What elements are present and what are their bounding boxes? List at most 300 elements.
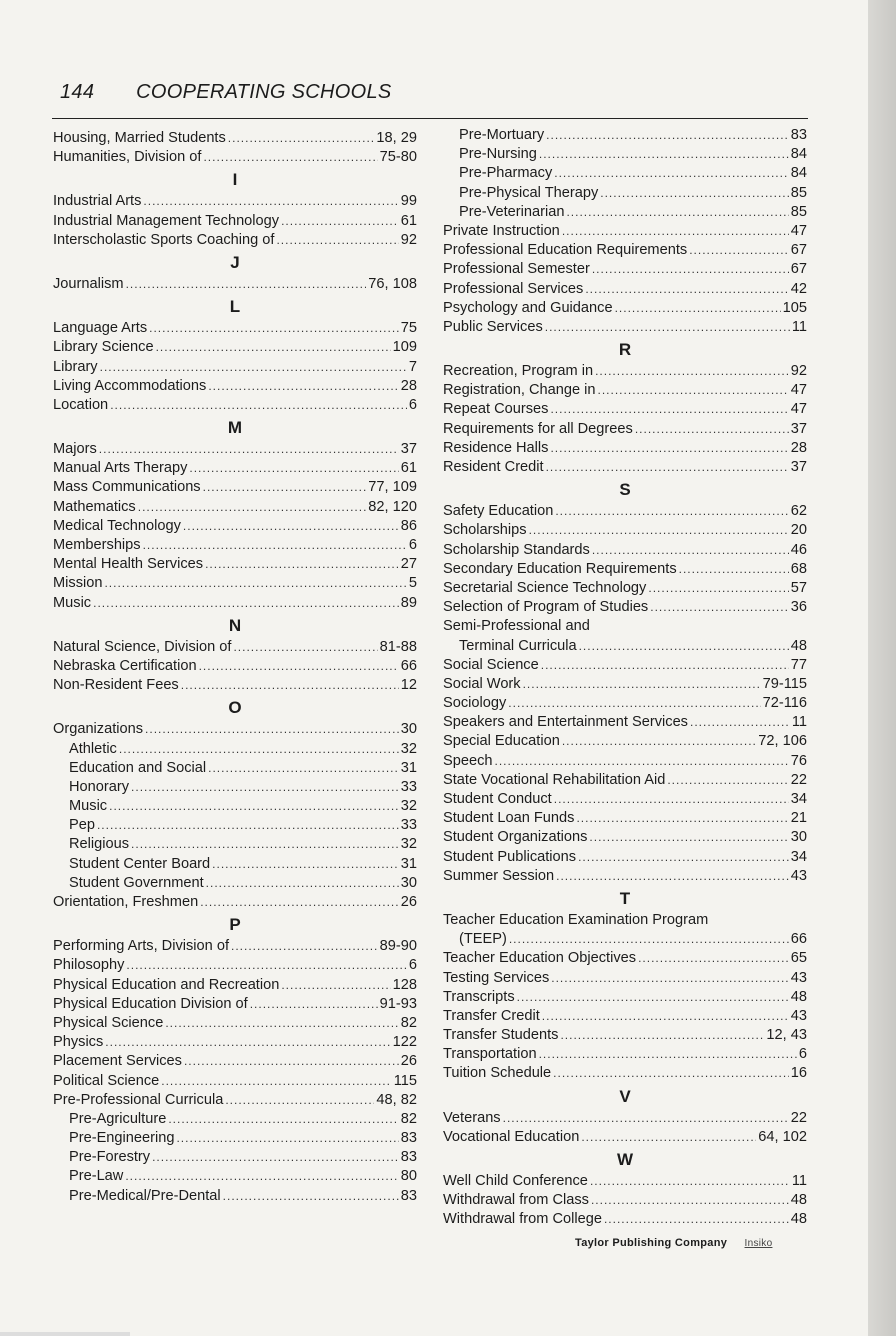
dot-leader	[550, 400, 788, 419]
index-entry	[443, 1172, 807, 1191]
entry-label: Withdrawal from College	[443, 1211, 602, 1228]
entry-pages: 83	[400, 1149, 417, 1166]
index-entry	[443, 790, 807, 809]
index-entry	[443, 694, 807, 713]
entry-label: Pre-Veterinarian	[459, 203, 565, 220]
entry-label: Professional Services	[443, 280, 584, 297]
entry-pages: 48	[790, 637, 807, 654]
index-entry	[443, 541, 807, 560]
dot-leader	[181, 676, 399, 695]
entry-pages: 83	[790, 127, 807, 143]
entry-pages: 37	[790, 459, 807, 475]
index-entry	[53, 720, 417, 739]
index-entry	[53, 937, 417, 956]
entry-label: Resident Credit	[443, 459, 544, 475]
entry-label: Selection of Program of Studies	[443, 599, 649, 616]
dot-leader	[556, 867, 789, 886]
index-subentry	[53, 835, 417, 854]
entry-pages: 67	[790, 242, 807, 259]
dot-leader	[99, 440, 399, 459]
dot-leader	[615, 299, 781, 318]
entry-label: Tuition Schedule	[443, 1065, 552, 1082]
dot-leader	[276, 231, 398, 250]
index-entry	[53, 377, 417, 396]
entry-label: Pre-Engineering	[69, 1130, 175, 1147]
entry-pages: 65	[790, 950, 807, 967]
index-entry	[53, 192, 417, 211]
index-entry	[443, 1045, 807, 1064]
dot-leader	[495, 752, 789, 771]
index-entry	[443, 1128, 807, 1147]
index-entry	[443, 637, 807, 656]
entry-pages: 12	[400, 677, 417, 694]
entry-pages: 89-90	[379, 938, 417, 955]
index-letter-heading: P	[229, 915, 241, 935]
entry-label: Repeat Courses	[443, 401, 549, 418]
dot-leader	[539, 1045, 797, 1064]
dot-leader	[281, 976, 390, 995]
entry-pages: 11	[791, 1173, 807, 1189]
entry-pages: 32	[400, 740, 417, 757]
index-letter-heading: T	[619, 888, 631, 908]
entry-label: Medical Technology	[53, 517, 181, 534]
dot-leader	[228, 129, 375, 148]
dot-leader	[126, 956, 406, 975]
index-entry	[443, 260, 807, 279]
entry-label: Performing Arts, Division of	[53, 938, 229, 955]
index-subentry	[53, 1110, 417, 1129]
index-entry	[443, 1026, 807, 1045]
dot-leader	[184, 1052, 399, 1071]
index-entry	[53, 459, 417, 478]
dot-leader	[592, 541, 789, 560]
entry-label: Interscholastic Sports Coaching of	[53, 231, 275, 248]
index-entry	[53, 1014, 417, 1033]
dot-leader	[176, 1129, 398, 1148]
entry-pages: 72, 106	[758, 733, 807, 750]
entry-label: Student Conduct	[443, 791, 552, 807]
entry-pages: 32	[400, 798, 417, 815]
entry-pages: 105	[782, 299, 807, 316]
entry-label: Mission	[53, 575, 103, 592]
entry-pages: 47	[790, 222, 807, 239]
entry-label: Journalism	[53, 275, 124, 292]
dot-leader	[152, 1148, 399, 1167]
dot-leader	[165, 1014, 398, 1033]
index-entry	[53, 657, 417, 676]
entry-pages: 6	[798, 1046, 807, 1063]
index-entry	[443, 675, 807, 694]
entry-label: Music	[53, 594, 92, 611]
dot-leader	[250, 995, 378, 1014]
index-entry	[53, 338, 417, 357]
index-entry	[53, 555, 417, 574]
dot-leader	[546, 126, 789, 145]
entry-label: Recreation, Program in	[443, 363, 594, 380]
entry-label: Pre-Agriculture	[69, 1110, 167, 1127]
entry-label: Student Center Board	[69, 855, 211, 872]
index-entry	[53, 638, 417, 657]
dot-leader	[199, 657, 399, 676]
index-entry	[53, 275, 417, 294]
dot-leader	[143, 192, 398, 211]
index-entry	[443, 241, 807, 260]
entry-label: Mental Health Services	[53, 556, 204, 573]
entry-pages: 83	[400, 1130, 417, 1147]
index-entry	[53, 676, 417, 695]
index-entry	[443, 1109, 807, 1128]
index-subentry	[53, 1129, 417, 1148]
entry-pages: 64, 102	[758, 1128, 807, 1145]
entry-label: Transportation	[443, 1046, 537, 1063]
entry-pages: 26	[400, 894, 417, 910]
entry-pages: 61	[400, 460, 417, 477]
entry-label: Pre-Mortuary	[459, 127, 545, 143]
dot-leader	[131, 778, 399, 797]
dot-leader	[542, 1007, 789, 1026]
entry-pages: 122	[392, 1034, 417, 1051]
index-entry	[53, 1072, 417, 1091]
index-entry	[443, 598, 807, 617]
entry-pages: 91-93	[379, 995, 417, 1012]
index-entry	[53, 440, 417, 459]
entry-label: Well Child Conference	[443, 1173, 588, 1189]
entry-label: Nebraska Certification	[53, 657, 197, 674]
index-subentry	[53, 740, 417, 759]
entry-pages: 12, 43	[766, 1027, 807, 1044]
dot-leader	[523, 675, 761, 694]
entry-pages: 68	[790, 560, 807, 577]
entry-label: Requirements for all Degrees	[443, 420, 633, 437]
dot-leader	[145, 720, 399, 739]
entry-pages: 28	[400, 377, 417, 394]
dot-leader	[149, 319, 399, 338]
entry-pages: 43	[790, 1007, 807, 1024]
index-entry-line: Teacher Education Examination Program	[443, 911, 709, 928]
dot-leader	[233, 638, 377, 657]
entry-pages: 77	[790, 656, 807, 673]
index-entry	[443, 560, 807, 579]
index-subentry	[443, 126, 807, 145]
index-entry	[53, 478, 417, 497]
index-entry	[443, 930, 807, 949]
entry-pages: 5	[408, 575, 417, 592]
entry-pages: 11	[791, 318, 807, 335]
entry-pages: 77, 109	[368, 479, 417, 496]
dot-leader	[109, 797, 399, 816]
entry-pages: 27	[400, 556, 417, 573]
dot-leader	[585, 280, 788, 299]
index-subentry	[443, 184, 807, 203]
dot-leader	[562, 222, 789, 241]
entry-pages: 34	[790, 791, 807, 807]
index-subentry	[53, 797, 417, 816]
index-entry	[443, 732, 807, 751]
index-entry	[53, 148, 417, 167]
index-letter-heading: M	[227, 418, 243, 438]
dot-leader	[689, 241, 789, 260]
entry-pages: 37	[790, 420, 807, 437]
dot-leader	[546, 458, 789, 477]
entry-pages: 99	[400, 193, 417, 210]
entry-pages: 22	[790, 1109, 807, 1126]
entry-pages: 62	[790, 503, 807, 520]
entry-label: Mathematics	[53, 498, 136, 515]
dot-leader	[598, 381, 789, 400]
entry-label: Political Science	[53, 1072, 160, 1089]
entry-label: Social Science	[443, 656, 539, 673]
entry-pages: 37	[400, 441, 417, 458]
entry-label: Language Arts	[53, 320, 148, 337]
index-entry	[53, 594, 417, 613]
dot-leader	[539, 145, 789, 164]
entry-pages: 85	[790, 203, 807, 220]
entry-label: Transcripts	[443, 988, 515, 1005]
index-entry	[53, 956, 417, 975]
index-entry	[53, 498, 417, 517]
index-entry	[443, 280, 807, 299]
index-entry	[53, 893, 417, 912]
index-entry	[53, 129, 417, 148]
index-entry	[53, 396, 417, 415]
dot-leader	[590, 1172, 790, 1191]
dot-leader	[125, 1167, 398, 1186]
section-title: COOPERATING SCHOOLS	[136, 81, 392, 103]
entry-pages: 84	[790, 165, 807, 182]
entry-label: Living Accommodations	[53, 377, 207, 394]
dot-leader	[562, 732, 756, 751]
entry-label: Music	[69, 798, 108, 815]
index-entry	[443, 988, 807, 1007]
dot-leader	[143, 536, 407, 555]
entry-label: Pre-Forestry	[69, 1149, 151, 1166]
index-entry	[443, 1064, 807, 1083]
entry-pages: 31	[400, 855, 417, 872]
entry-pages: 47	[790, 382, 807, 399]
dot-leader	[503, 1109, 789, 1128]
entry-pages: 47	[790, 401, 807, 418]
page-header	[60, 81, 392, 104]
entry-pages: 82	[400, 1014, 417, 1031]
entry-label: Religious	[69, 836, 130, 853]
entry-label: Veterans	[443, 1109, 501, 1126]
entry-pages: 42	[790, 280, 807, 297]
entry-label: Placement Services	[53, 1053, 182, 1070]
index-entry	[443, 458, 807, 477]
entry-pages: 33	[400, 778, 417, 795]
index-entry	[53, 319, 417, 338]
dot-leader	[508, 694, 760, 713]
entry-label: Student Organizations	[443, 829, 588, 846]
entry-pages: 57	[790, 579, 807, 596]
dot-leader	[690, 713, 790, 732]
dot-leader	[126, 275, 367, 294]
dot-leader	[554, 164, 789, 183]
entry-pages: 6	[408, 957, 417, 974]
entry-label: Secondary Education Requirements	[443, 560, 677, 577]
entry-pages: 76, 108	[368, 275, 417, 292]
index-entry	[53, 517, 417, 536]
index-entry	[443, 299, 807, 318]
entry-pages: 83	[400, 1187, 417, 1204]
entry-pages: 18, 29	[376, 130, 417, 146]
header-rule	[52, 118, 808, 119]
entry-label: Housing, Married Students	[53, 130, 226, 146]
entry-label: Pre-Law	[69, 1168, 124, 1185]
entry-pages: 31	[400, 759, 417, 776]
dot-leader	[223, 1187, 399, 1206]
entry-pages: 72-116	[762, 695, 807, 712]
scan-mark	[0, 1332, 130, 1336]
index-entry	[443, 400, 807, 419]
entry-label: Industrial Management Technology	[53, 212, 280, 229]
page-edge	[868, 0, 896, 1336]
entry-label: Summer Session	[443, 867, 555, 884]
index-subentry	[53, 816, 417, 835]
dot-leader	[100, 358, 407, 377]
entry-pages: 76	[790, 752, 807, 769]
entry-pages: 32	[400, 836, 417, 853]
index-subentry	[53, 778, 417, 797]
dot-leader	[650, 598, 789, 617]
dot-leader	[667, 771, 788, 790]
entry-pages: 82, 120	[368, 498, 417, 515]
entry-label: Registration, Change in	[443, 382, 596, 399]
entry-pages: 84	[790, 146, 807, 163]
dot-leader	[517, 988, 789, 1007]
entry-pages: 75	[400, 320, 417, 337]
entry-label: Student Loan Funds	[443, 810, 575, 827]
dot-leader	[119, 740, 399, 759]
entry-label: Humanities, Division of	[53, 149, 202, 166]
entry-pages: 6	[408, 396, 417, 413]
entry-pages: 109	[392, 339, 417, 356]
index-entry	[53, 976, 417, 995]
dot-leader	[635, 420, 789, 439]
entry-label: Residence Halls	[443, 439, 549, 456]
index-letter-heading: L	[229, 297, 241, 317]
entry-label: Student Publications	[443, 848, 577, 865]
dot-leader	[189, 459, 398, 478]
dot-leader	[104, 574, 406, 593]
index-entry	[443, 867, 807, 886]
entry-pages: 34	[790, 848, 807, 865]
index-entry	[443, 381, 807, 400]
dot-leader	[168, 1110, 398, 1129]
entry-pages: 115	[393, 1072, 417, 1089]
entry-label: Natural Science, Division of	[53, 638, 232, 655]
entry-pages: 81-88	[379, 638, 417, 655]
entry-label: Scholarships	[443, 522, 527, 539]
entry-pages: 33	[400, 817, 417, 834]
dot-leader	[581, 1128, 756, 1147]
entry-label: Secretarial Science Technology	[443, 579, 647, 596]
index-entry	[53, 231, 417, 250]
entry-label: Private Instruction	[443, 222, 560, 239]
entry-label: Non-Resident Fees	[53, 677, 179, 694]
entry-label: Withdrawal from Class	[443, 1192, 589, 1209]
dot-leader	[509, 930, 789, 949]
index-entry	[443, 362, 807, 381]
index-subentry	[53, 759, 417, 778]
index-entry	[53, 1091, 417, 1110]
publisher-name: Taylor Publishing Company	[575, 1237, 728, 1249]
entry-pages: 48	[790, 1192, 807, 1209]
dot-leader	[138, 498, 367, 517]
dot-leader	[578, 848, 789, 867]
entry-pages: 16	[790, 1065, 807, 1082]
index-entry	[443, 502, 807, 521]
entry-pages: 30	[790, 829, 807, 846]
entry-pages: 75-80	[379, 149, 417, 166]
entry-label: Testing Services	[443, 969, 550, 986]
entry-pages: 20	[790, 522, 807, 539]
dot-leader	[208, 759, 399, 778]
entry-pages: 21	[790, 810, 807, 827]
dot-leader	[554, 790, 789, 809]
entry-pages: 92	[790, 363, 807, 380]
dot-leader	[589, 828, 788, 847]
dot-leader	[208, 377, 398, 396]
index-subentry	[443, 164, 807, 183]
entry-label: Teacher Education Objectives	[443, 950, 637, 967]
index-subentry	[443, 203, 807, 222]
index-letter-heading: S	[619, 480, 631, 500]
entry-label: Public Services	[443, 318, 543, 335]
index-entry-line: Semi-Professional and	[443, 618, 590, 635]
entry-label: Physical Science	[53, 1014, 164, 1031]
index-letter-heading: R	[618, 340, 632, 360]
dot-leader	[592, 260, 789, 279]
dot-leader	[638, 949, 789, 968]
entry-pages: 48	[790, 1211, 807, 1228]
dot-leader	[560, 1026, 764, 1045]
entry-label: Speech	[443, 752, 493, 769]
entry-pages: 86	[400, 517, 417, 534]
index-entry	[443, 656, 807, 675]
index-letter-heading: N	[228, 615, 242, 635]
entry-label: Athletic	[69, 740, 117, 757]
dot-leader	[579, 637, 789, 656]
index-entry	[443, 579, 807, 598]
entry-label: Library	[53, 358, 98, 375]
dot-leader	[231, 937, 378, 956]
index-letter-heading: J	[230, 252, 240, 272]
index-entry	[443, 1007, 807, 1026]
dot-leader	[161, 1072, 391, 1091]
index-entry	[443, 318, 807, 337]
entry-label: Professional Semester	[443, 261, 590, 278]
index-entry	[443, 713, 807, 732]
entry-pages: 30	[400, 721, 417, 738]
dot-leader	[105, 1033, 390, 1052]
entry-pages: 85	[790, 184, 807, 201]
index-subentry	[53, 874, 417, 893]
index-letter-heading: O	[228, 698, 242, 718]
entry-label: Pre-Professional Curricula	[53, 1091, 224, 1108]
index-entry	[443, 969, 807, 988]
entry-label: Philosophy	[53, 957, 125, 974]
dot-leader	[591, 1191, 789, 1210]
dot-leader	[679, 560, 789, 579]
index-entry	[443, 420, 807, 439]
entry-label: Organizations	[53, 721, 144, 738]
index-entry	[53, 574, 417, 593]
dot-leader	[131, 835, 399, 854]
entry-label: Majors	[53, 441, 97, 458]
index-entry	[443, 1210, 807, 1229]
entry-pages: 7	[408, 358, 417, 375]
